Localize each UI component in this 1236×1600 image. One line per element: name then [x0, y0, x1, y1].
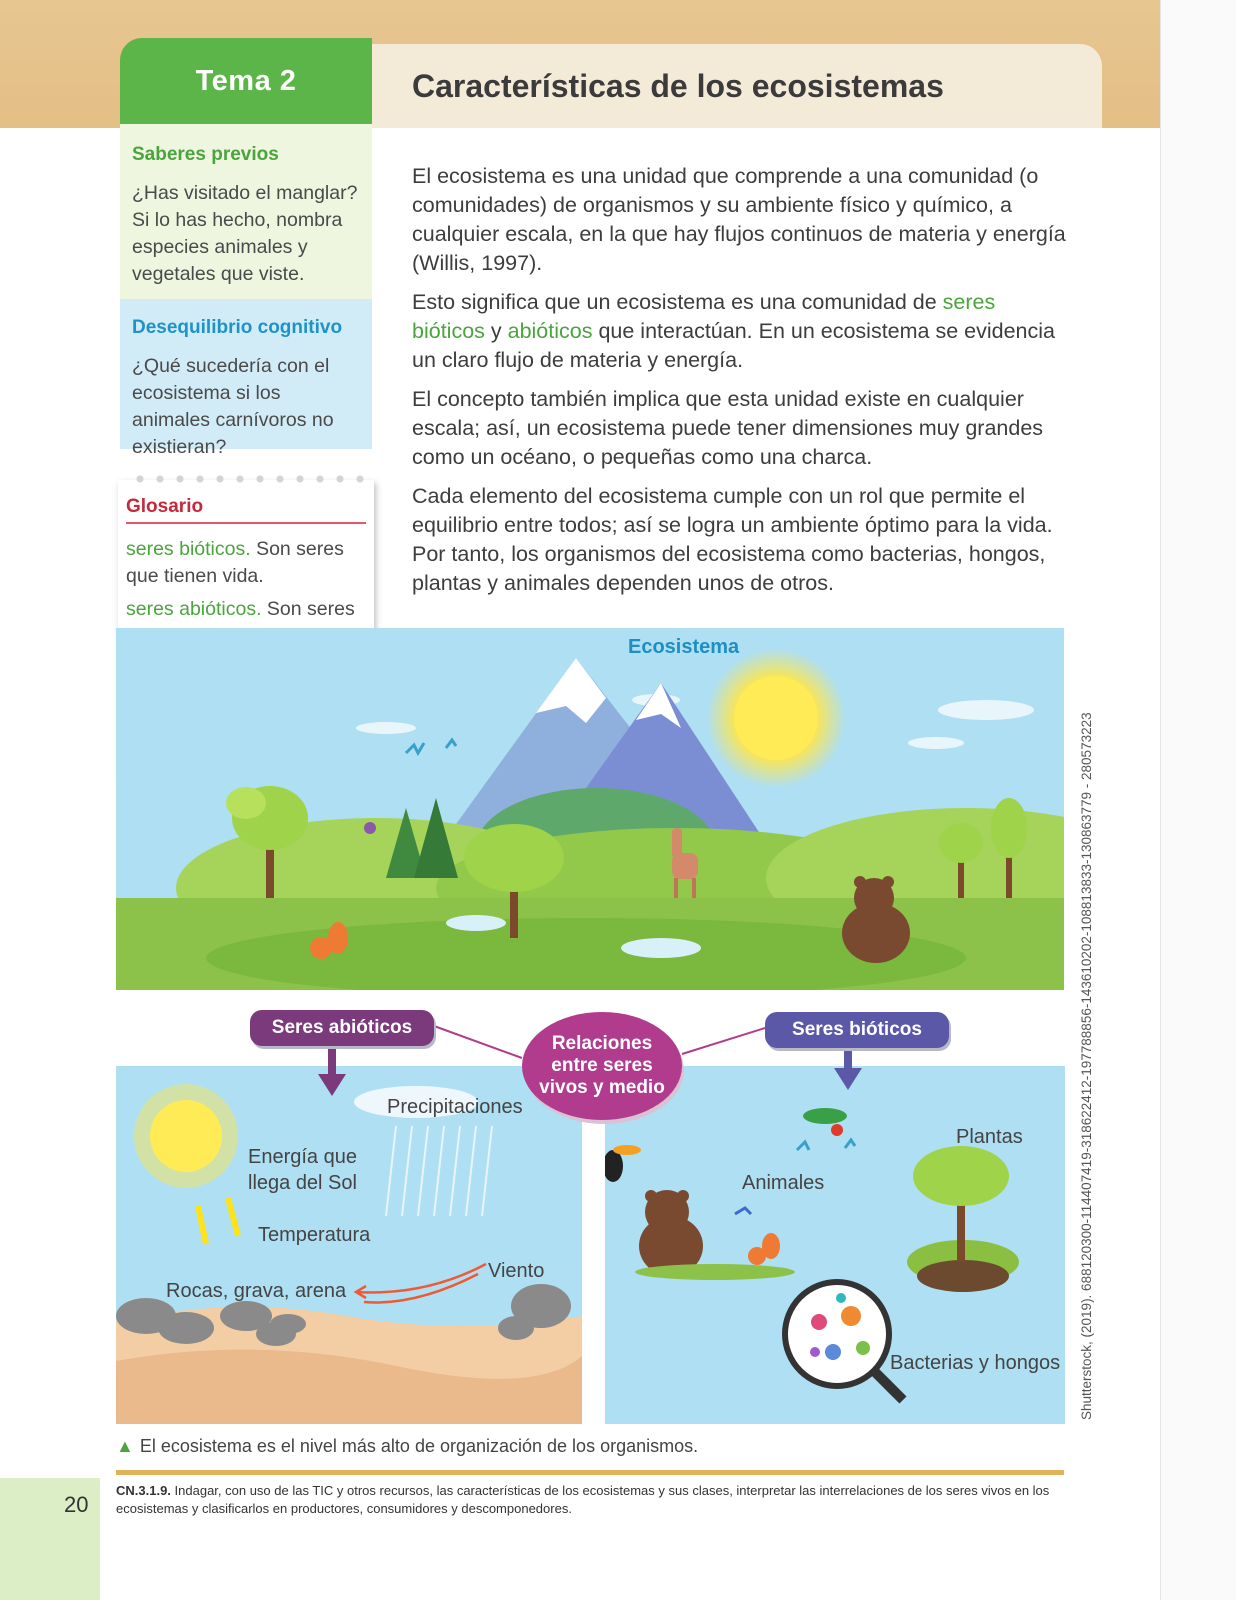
standard-code: CN.3.1.9. — [116, 1483, 171, 1498]
standard-text: Indagar, con uso de las TIC y otros recursos, las características de los ecosistemas y sus clases, interpretar las interrelaciones de los seres vivos en los ecosistemas y clasificarlos en productores, consumidores y descomponedores. — [116, 1483, 1050, 1516]
energia-label — [248, 1144, 357, 1196]
glosario-term: seres bióticos. — [126, 538, 251, 560]
energia-line: llega del Sol — [248, 1172, 357, 1194]
figure-caption — [116, 1436, 698, 1457]
footer-divider — [116, 1470, 1064, 1475]
caption-text: El ecosistema es el nivel más alto de organización de los organismos. — [139, 1436, 699, 1456]
seres-abioticos-pill: Seres abióticos — [250, 1010, 434, 1046]
paragraph-1: El ecosistema es una unidad que comprende a una comunidad (o comunidades) de organismos y su ambiente físico y químico, a cualquier escala, en la que hay flujos continuos de materia y energía (Willis, 1997). — [412, 164, 1066, 275]
ecosistema-label: Ecosistema — [628, 636, 740, 658]
glosario-term: seres abióticos. — [126, 598, 262, 620]
desequilibrio-heading: Desequilibrio cognitivo — [132, 317, 343, 338]
p2-text-a: Esto significa que un ecosistema es una comunidad de — [412, 290, 943, 314]
relaciones-line: vivos y medio — [539, 1077, 665, 1098]
glosario-definition: Son seres que tienen vida. — [126, 538, 344, 587]
p2-text-c: que interactúan. En un ecosistema se evidencia un claro flujo de materia y energía. — [412, 319, 1056, 372]
saberes-text: ¿Has visitado el manglar? Si lo has hecho, nombra especies animales y vegetales que viste. — [132, 182, 358, 285]
relaciones-line: Relaciones — [551, 1033, 653, 1054]
highlight-abioticos: abióticos — [507, 319, 593, 343]
paragraph-4: Cada elemento del ecosistema cumple con un rol que permite el equilibrio entre todos; así se logra un ambiente óptimo para la vida. Por tanto, los organismos del ecosistema como bacterias, hongos, plantas y animales dependen unos de otros. — [412, 484, 1053, 595]
highlight-bioticos: seres bióticos — [412, 290, 996, 343]
temperatura-label: Temperatura — [258, 1224, 371, 1246]
p2-text-b: y — [484, 319, 508, 343]
seres-bioticos-pill: Seres bióticos — [765, 1012, 949, 1048]
saberes-heading: Saberes previos — [132, 144, 279, 165]
desequilibrio-text: ¿Qué sucedería con el ecosistema si los animales carnívoros no existieran? — [132, 355, 334, 458]
bacterias-label: Bacterias y hongos — [890, 1352, 1061, 1374]
precipitaciones-label: Precipitaciones — [387, 1096, 523, 1118]
glosario-title: Glosario — [126, 496, 366, 524]
tema-label: Tema 2 — [195, 64, 297, 97]
relaciones-line: entre seres — [551, 1055, 653, 1076]
animales-label: Animales — [742, 1172, 825, 1194]
page-title: Características de los ecosistemas — [412, 67, 944, 104]
energia-line: Energía que — [248, 1146, 357, 1168]
relaciones-circle — [522, 1012, 682, 1120]
paragraph-3: El concepto también implica que esta unidad existe en cualquier escala; así, un ecosistema puede tener dimensiones muy grandes como un océano, o pequeñas como una charca. — [412, 387, 1044, 469]
glosario-definition: Son seres — [266, 598, 355, 620]
viento-label: Viento — [488, 1260, 545, 1282]
plantas-label: Plantas — [956, 1126, 1023, 1148]
triangle-icon: ▲ — [116, 1436, 134, 1456]
page-number: 20 — [64, 1492, 89, 1517]
footer-standard — [116, 1482, 1066, 1518]
image-credit: Shutterstock, (2019). 688120300-114407419-318622412-197788856-143610202-108813833-130863779 - 280573223 — [1079, 712, 1094, 1420]
rocas-label: Rocas, grava, arena — [166, 1280, 347, 1302]
